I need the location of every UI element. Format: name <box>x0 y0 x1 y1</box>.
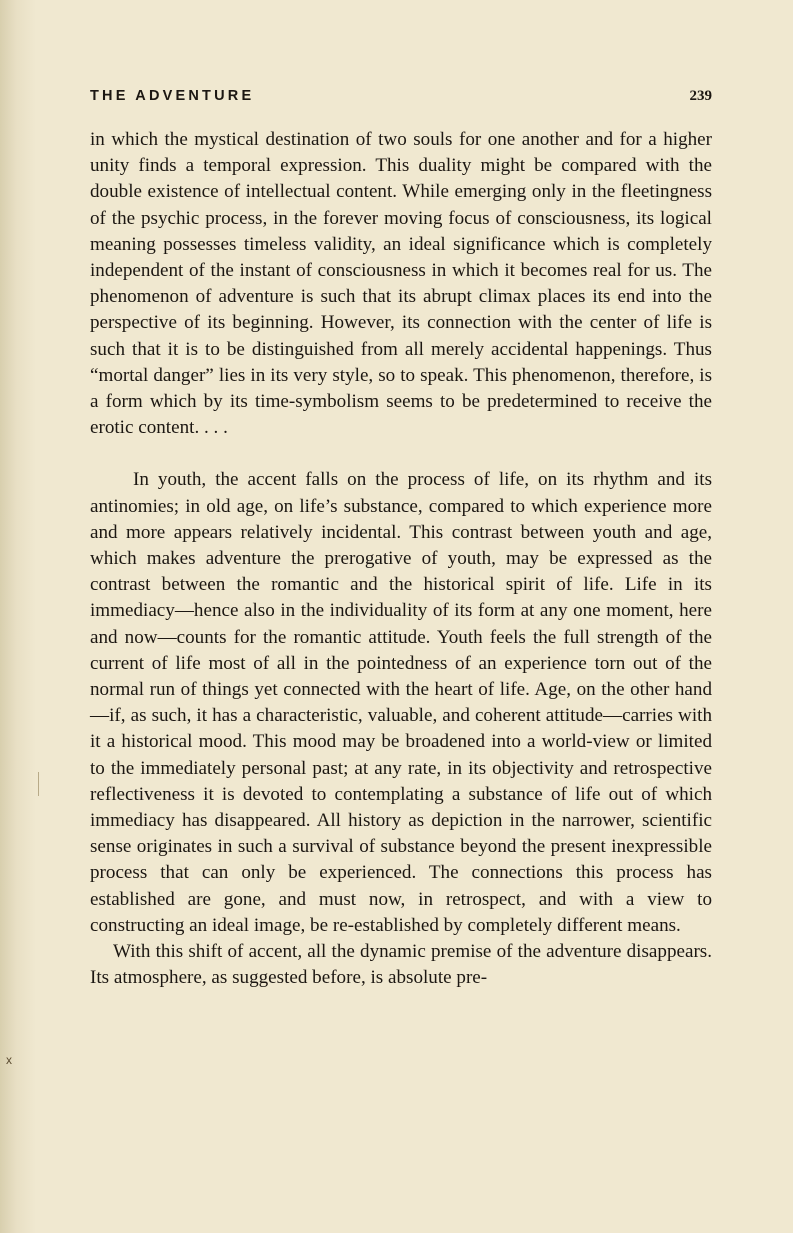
margin-pencil-mark: x <box>6 1053 12 1067</box>
running-head-title: THE ADVENTURE <box>90 88 255 104</box>
body-text <box>90 127 712 992</box>
paragraph-3: With this shift of accent, all the dynamic premise of the adventure disappears. Its atmosphere, as suggested before, is absolute pre- <box>90 941 712 989</box>
paragraph-1: in which the mystical destination of two souls for one another and for a higher unity finds a temporal expression. This duality might be compared with the double existence of intellectual content. While emerging only in the fleetingness of the psychic process, in the forever moving focus of consciousness, its logical meaning possesses timeless validity, an ideal significance which is completely independent of the instant of consciousness in which it becomes real for us. The phenomenon of adventure is such that its abrupt climax places its end into the perspective of its beginning. However, its connection with the center of life is such that it is to be distinguished from all merely accidental happenings. Thus “mortal danger” lies in its very style, so to speak. This phenomenon, therefore, is a form which by its time-symbolism seems to be predetermined to receive the erotic content. . . . <box>90 129 712 439</box>
margin-pencil-tick <box>38 772 39 796</box>
paragraph-2: In youth, the accent falls on the process of life, on its rhythm and its antinomies; in old age, on life’s substance, compared to which experience more and more appears relatively incidental. This contrast between youth and age, which makes adventure the prerogative of youth, may be expressed as the contrast between the romantic and the historical spirit of life. Life in its immediacy—hence also in the individuality of its form at any one moment, here and now—counts for the romantic attitude. Youth feels the full strength of the current of life most of all in the pointedness of an experience torn out of the normal run of things yet connected with the heart of life. Age, on the other hand—if, as such, it has a characteristic, valuable, and coherent attitude—carries with it a historical mood. This mood may be broadened into a world-view or limited to the immediately personal past; at any rate, in its objectivity and retrospective reflectiveness it is devoted to contemplating a substance of life out of which immediacy has disappeared. All history as depiction in the narrower, scientific sense originates in such a survival of substance beyond the present inexpressible process that can only be experienced. The connections this process has established are gone, and must now, in retrospect, and with a view to constructing an ideal image, be re-established by completely different means. <box>90 469 712 936</box>
running-head <box>90 88 712 112</box>
page-number: 239 <box>689 88 712 104</box>
